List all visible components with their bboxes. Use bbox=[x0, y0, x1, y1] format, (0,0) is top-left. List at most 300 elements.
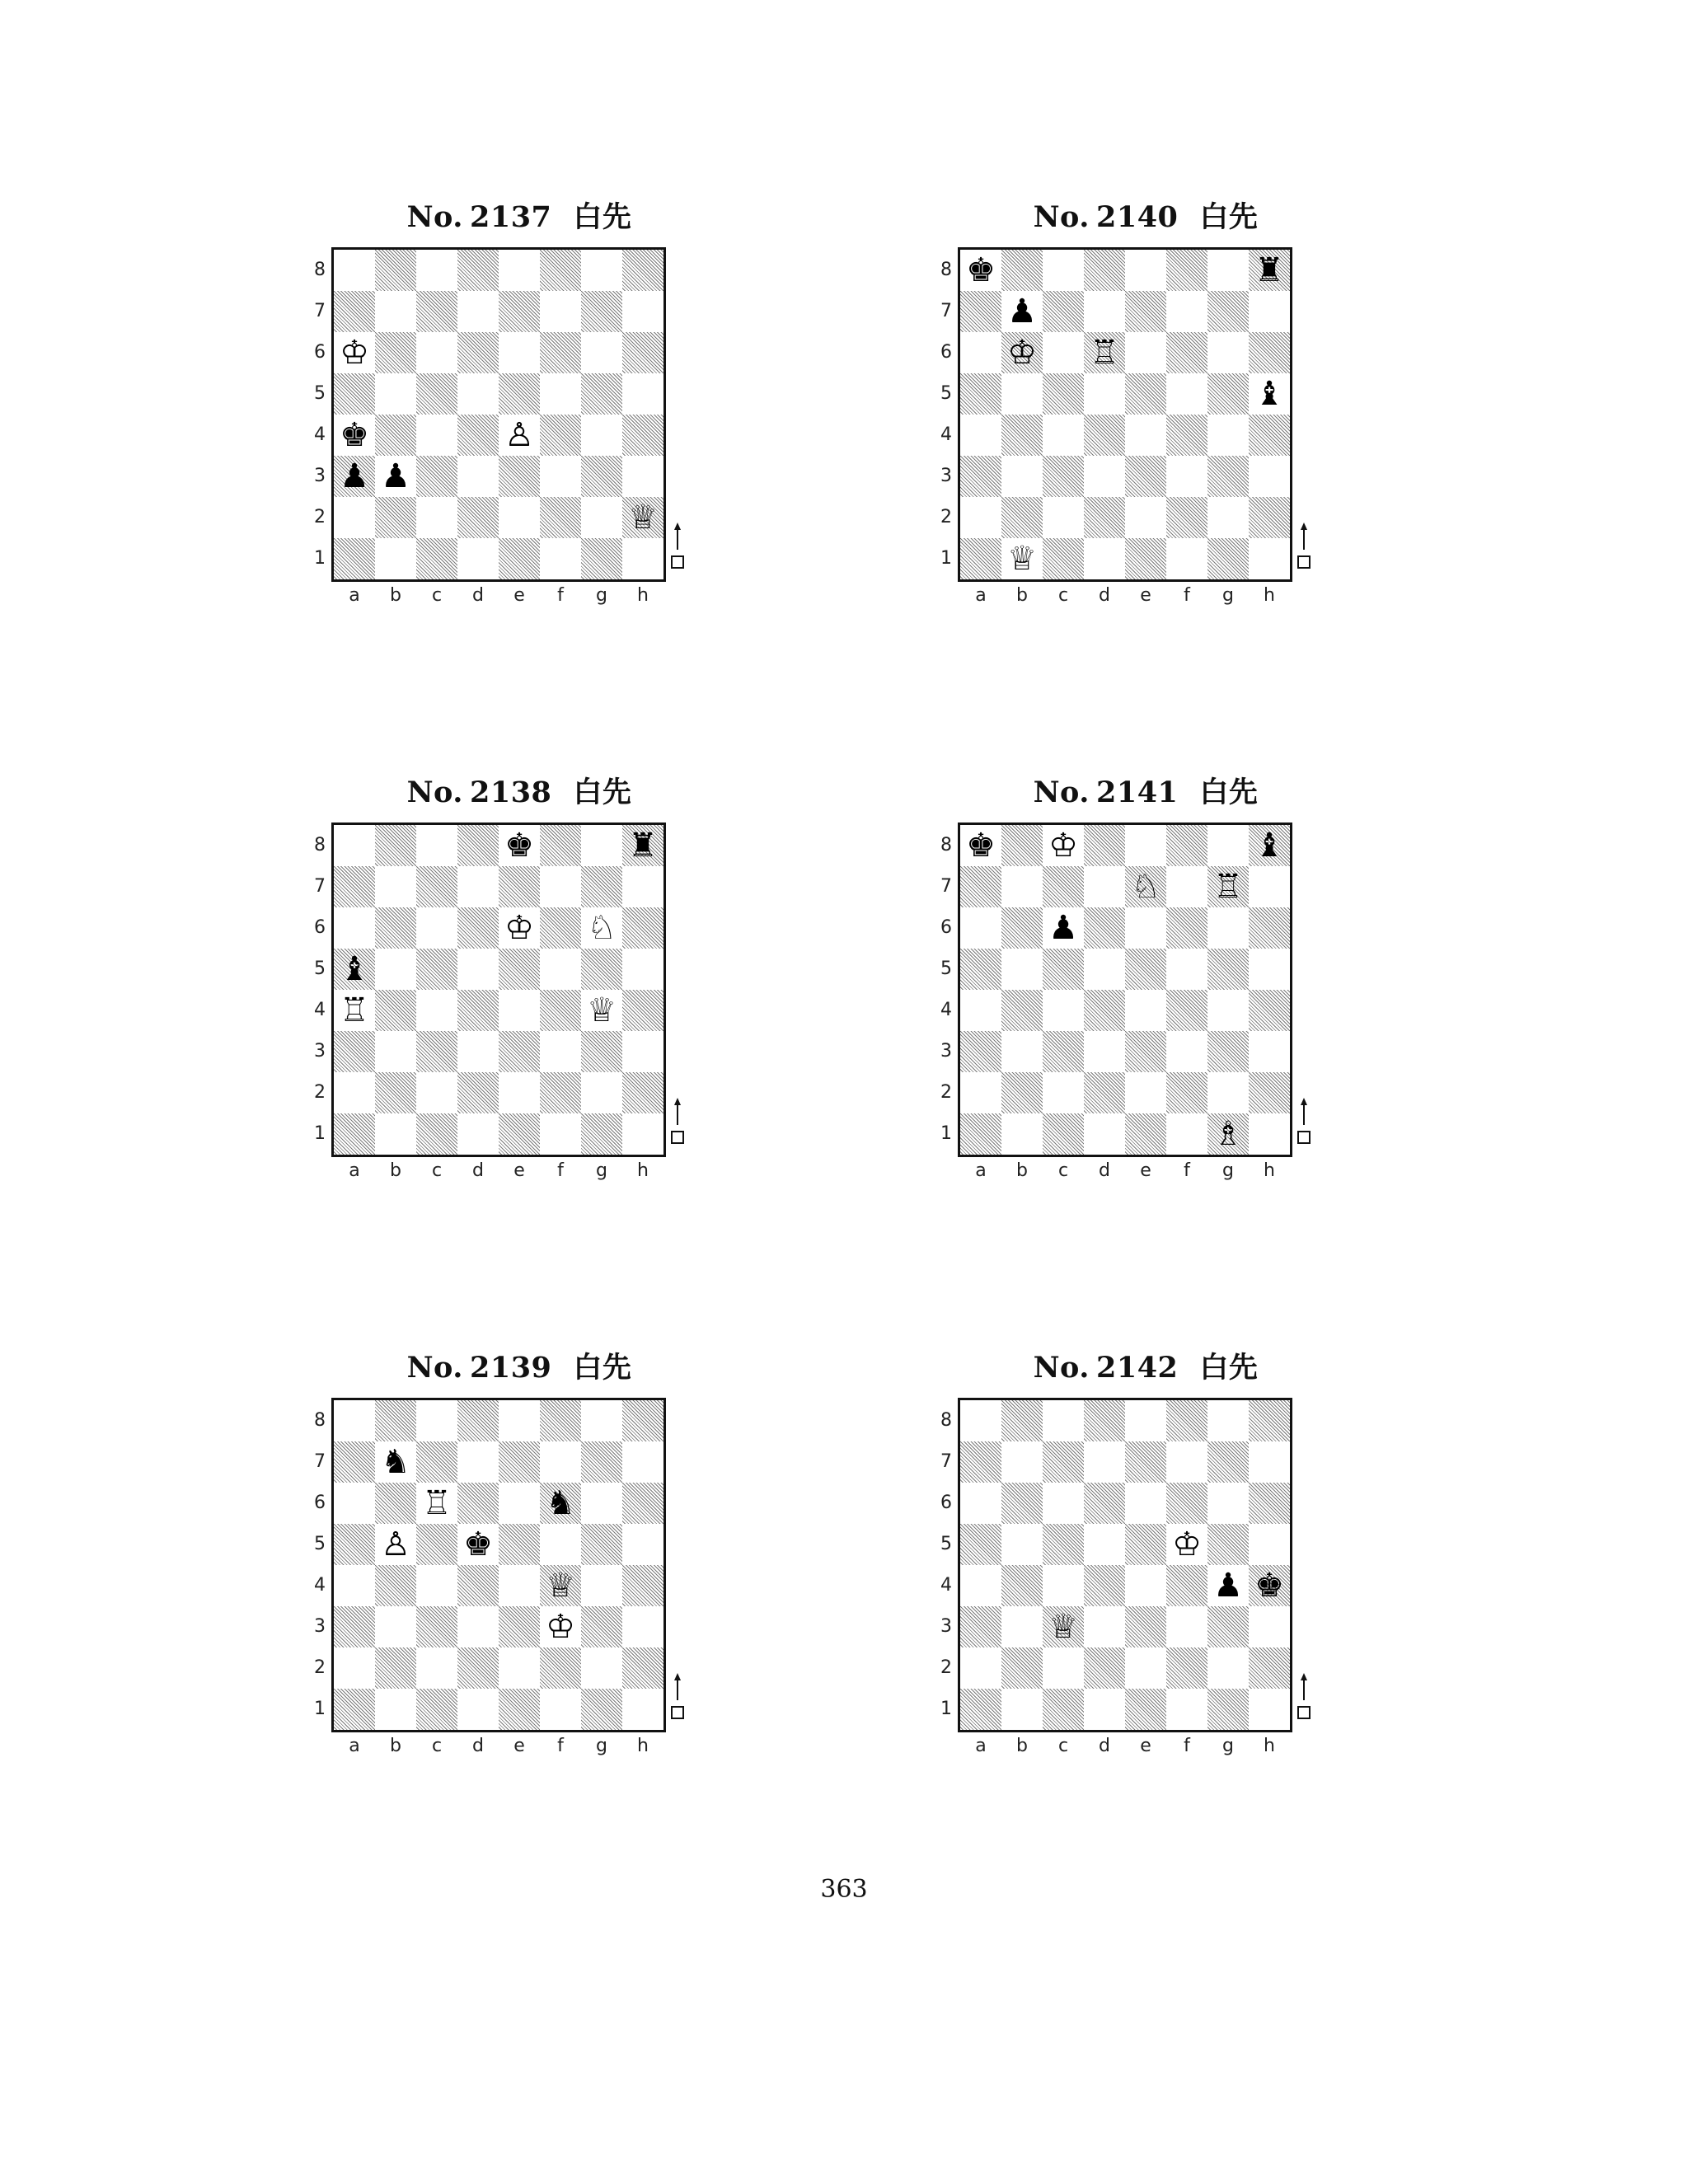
square-f7 bbox=[540, 291, 581, 332]
square-e6 bbox=[499, 907, 540, 949]
square-f3 bbox=[1166, 456, 1207, 497]
piece-glyph: ♙ bbox=[381, 1526, 410, 1563]
square-c6 bbox=[1043, 1483, 1084, 1524]
square-e6 bbox=[1125, 1483, 1166, 1524]
square-h7 bbox=[1249, 291, 1290, 332]
piece-glyph: ♚ bbox=[340, 416, 369, 454]
square-g2 bbox=[1207, 1647, 1249, 1689]
square-d6 bbox=[1084, 1483, 1125, 1524]
square-e5 bbox=[1125, 373, 1166, 415]
square-e6 bbox=[499, 332, 540, 373]
square-c6 bbox=[1043, 907, 1084, 949]
square-c4 bbox=[416, 1565, 457, 1606]
puzzle-label: No. bbox=[1033, 200, 1090, 234]
square-b4 bbox=[375, 990, 416, 1031]
square-g3 bbox=[1207, 1031, 1249, 1072]
square-f6 bbox=[540, 1483, 581, 1524]
square-c8 bbox=[1043, 825, 1084, 866]
square-h7 bbox=[1249, 866, 1290, 907]
square-f8 bbox=[1166, 1400, 1207, 1441]
square-c4 bbox=[416, 415, 457, 456]
square-b2 bbox=[1001, 497, 1043, 538]
square-e3 bbox=[499, 1606, 540, 1647]
piece-glyph: ♘ bbox=[587, 909, 617, 947]
square-a6 bbox=[334, 907, 375, 949]
square-h2 bbox=[622, 497, 663, 538]
square-h7 bbox=[622, 1441, 663, 1483]
file-label: a bbox=[975, 585, 987, 606]
square-g3 bbox=[581, 1031, 622, 1072]
file-label: c bbox=[1057, 1736, 1069, 1756]
square-b7 bbox=[1001, 866, 1043, 907]
square-f4 bbox=[540, 415, 581, 456]
white-queen-icon bbox=[622, 497, 663, 538]
square-a3 bbox=[960, 456, 1001, 497]
square-g3 bbox=[581, 1606, 622, 1647]
square-a1 bbox=[334, 1689, 375, 1730]
file-label: a bbox=[975, 1160, 987, 1181]
square-a5 bbox=[960, 1524, 1001, 1565]
square-f4 bbox=[1166, 415, 1207, 456]
square-c2 bbox=[1043, 1647, 1084, 1689]
square-a8 bbox=[334, 250, 375, 291]
rank-label: 7 bbox=[940, 876, 952, 897]
square-g7 bbox=[1207, 291, 1249, 332]
rank-label: 5 bbox=[940, 1534, 952, 1554]
square-h6 bbox=[622, 332, 663, 373]
square-g4 bbox=[1207, 1565, 1249, 1606]
square-e3 bbox=[499, 456, 540, 497]
square-h1 bbox=[1249, 1689, 1290, 1730]
rank-label: 5 bbox=[940, 383, 952, 404]
rank-label: 1 bbox=[940, 548, 952, 569]
square-d7 bbox=[1084, 866, 1125, 907]
square-b4 bbox=[1001, 990, 1043, 1031]
piece-glyph: ♔ bbox=[1007, 334, 1037, 372]
square-e1 bbox=[1125, 1113, 1166, 1155]
square-b5 bbox=[375, 373, 416, 415]
board-area bbox=[923, 823, 1352, 1202]
square-h8 bbox=[622, 250, 663, 291]
square-b8 bbox=[375, 250, 416, 291]
square-b5 bbox=[1001, 1524, 1043, 1565]
square-a1 bbox=[334, 1113, 375, 1155]
square-b4 bbox=[1001, 1565, 1043, 1606]
square-h3 bbox=[1249, 1031, 1290, 1072]
rank-label: 7 bbox=[314, 1451, 326, 1472]
puzzle-title bbox=[973, 770, 1319, 811]
square-b8 bbox=[1001, 250, 1043, 291]
rank-label: 1 bbox=[314, 1699, 326, 1719]
rank-label: 4 bbox=[314, 1000, 326, 1020]
square-c4 bbox=[1043, 1565, 1084, 1606]
square-c2 bbox=[416, 497, 457, 538]
square-b2 bbox=[375, 497, 416, 538]
black-knight-icon bbox=[540, 1483, 581, 1524]
square-e1 bbox=[499, 1689, 540, 1730]
square-c2 bbox=[416, 1647, 457, 1689]
square-e2 bbox=[499, 1647, 540, 1689]
square-f6 bbox=[540, 332, 581, 373]
square-e1 bbox=[1125, 538, 1166, 579]
square-e8 bbox=[1125, 1400, 1166, 1441]
rank-label: 1 bbox=[314, 548, 326, 569]
square-a3 bbox=[334, 456, 375, 497]
square-b6 bbox=[375, 907, 416, 949]
puzzle-label: No. bbox=[1033, 776, 1090, 809]
square-e3 bbox=[1125, 456, 1166, 497]
square-d1 bbox=[1084, 1689, 1125, 1730]
rank-label: 7 bbox=[940, 301, 952, 321]
black-king-icon bbox=[457, 1524, 499, 1565]
rank-label: 6 bbox=[314, 342, 326, 363]
puzzle-number: 2139 bbox=[469, 1351, 552, 1385]
piece-glyph: ♔ bbox=[546, 1608, 575, 1646]
square-a6 bbox=[960, 907, 1001, 949]
file-label: f bbox=[557, 1736, 564, 1756]
piece-glyph: ♔ bbox=[340, 334, 369, 372]
square-a6 bbox=[960, 1483, 1001, 1524]
square-g7 bbox=[1207, 866, 1249, 907]
rank-label: 2 bbox=[940, 1657, 952, 1678]
square-e5 bbox=[499, 1524, 540, 1565]
square-a8 bbox=[960, 825, 1001, 866]
square-b3 bbox=[375, 1606, 416, 1647]
square-a4 bbox=[334, 415, 375, 456]
piece-glyph: ♖ bbox=[422, 1484, 452, 1522]
square-h1 bbox=[622, 538, 663, 579]
file-label: f bbox=[1184, 1160, 1190, 1181]
square-g7 bbox=[581, 866, 622, 907]
square-d2 bbox=[457, 497, 499, 538]
white-king-icon bbox=[1043, 825, 1084, 866]
square-a1 bbox=[960, 1113, 1001, 1155]
square-f1 bbox=[1166, 1689, 1207, 1730]
white-rook-icon bbox=[1084, 332, 1125, 373]
square-d5 bbox=[457, 949, 499, 990]
rank-label: 1 bbox=[314, 1123, 326, 1144]
white-knight-icon bbox=[1125, 866, 1166, 907]
piece-glyph: ♚ bbox=[1254, 1567, 1284, 1605]
rank-label: 6 bbox=[940, 917, 952, 938]
white-bishop-icon bbox=[1207, 1113, 1249, 1155]
square-a3 bbox=[960, 1031, 1001, 1072]
black-bishop-icon bbox=[1249, 825, 1290, 866]
file-label: g bbox=[1222, 1736, 1234, 1756]
square-g6 bbox=[1207, 332, 1249, 373]
rank-label: 3 bbox=[314, 1616, 326, 1637]
square-e2 bbox=[499, 497, 540, 538]
piece-glyph: ♜ bbox=[1254, 251, 1284, 289]
square-b6 bbox=[1001, 332, 1043, 373]
square-e8 bbox=[1125, 825, 1166, 866]
square-c7 bbox=[416, 1441, 457, 1483]
square-a4 bbox=[334, 1565, 375, 1606]
square-g4 bbox=[581, 1565, 622, 1606]
square-d3 bbox=[457, 1606, 499, 1647]
page-number: 363 bbox=[820, 1875, 868, 1904]
square-g2 bbox=[581, 1072, 622, 1113]
file-label: h bbox=[1264, 1736, 1275, 1756]
square-h4 bbox=[622, 415, 663, 456]
black-pawn-icon bbox=[334, 456, 375, 497]
square-c5 bbox=[416, 373, 457, 415]
square-g1 bbox=[581, 538, 622, 579]
rank-label: 5 bbox=[314, 1534, 326, 1554]
square-f1 bbox=[540, 1689, 581, 1730]
file-label: b bbox=[1016, 585, 1028, 606]
square-g4 bbox=[1207, 415, 1249, 456]
file-label: a bbox=[349, 585, 360, 606]
white-pawn-icon bbox=[375, 1524, 416, 1565]
square-h5 bbox=[1249, 1524, 1290, 1565]
puzzle-number: 2138 bbox=[469, 776, 552, 809]
puzzle-title bbox=[973, 1345, 1319, 1386]
file-label: h bbox=[1264, 1160, 1275, 1181]
square-d8 bbox=[457, 250, 499, 291]
square-a7 bbox=[960, 866, 1001, 907]
square-c5 bbox=[416, 1524, 457, 1565]
square-d6 bbox=[457, 1483, 499, 1524]
black-pawn-icon bbox=[1001, 291, 1043, 332]
square-c8 bbox=[1043, 250, 1084, 291]
square-e7 bbox=[499, 291, 540, 332]
square-a8 bbox=[334, 825, 375, 866]
white-king-icon bbox=[540, 1606, 581, 1647]
square-d2 bbox=[1084, 497, 1125, 538]
piece-glyph: ♝ bbox=[1254, 827, 1284, 865]
square-b7 bbox=[1001, 1441, 1043, 1483]
file-label: g bbox=[1222, 585, 1234, 606]
square-b5 bbox=[375, 949, 416, 990]
square-b4 bbox=[375, 415, 416, 456]
square-d6 bbox=[1084, 907, 1125, 949]
white-rook-icon bbox=[1207, 866, 1249, 907]
square-f1 bbox=[540, 1113, 581, 1155]
file-label: h bbox=[1264, 585, 1275, 606]
square-a7 bbox=[960, 291, 1001, 332]
square-g2 bbox=[581, 497, 622, 538]
square-b3 bbox=[1001, 1031, 1043, 1072]
square-e7 bbox=[499, 866, 540, 907]
square-c4 bbox=[1043, 990, 1084, 1031]
square-a1 bbox=[960, 1689, 1001, 1730]
square-a5 bbox=[334, 949, 375, 990]
square-d4 bbox=[1084, 990, 1125, 1031]
side-to-move-label: 白先 bbox=[1199, 201, 1259, 234]
square-d8 bbox=[457, 825, 499, 866]
rank-label: 8 bbox=[314, 1410, 326, 1431]
puzzle-number: 2142 bbox=[1095, 1351, 1179, 1385]
rank-label: 7 bbox=[314, 301, 326, 321]
square-c7 bbox=[416, 866, 457, 907]
square-f2 bbox=[1166, 1647, 1207, 1689]
puzzle-label: No. bbox=[406, 200, 463, 234]
piece-glyph: ♞ bbox=[546, 1484, 575, 1522]
side-to-move-label: 白先 bbox=[1199, 1352, 1259, 1385]
square-e6 bbox=[499, 1483, 540, 1524]
file-label: b bbox=[390, 585, 401, 606]
white-to-move-icon bbox=[1296, 522, 1312, 571]
square-h8 bbox=[1249, 1400, 1290, 1441]
piece-glyph: ♟ bbox=[1007, 293, 1037, 330]
square-d1 bbox=[457, 1113, 499, 1155]
rank-label: 8 bbox=[314, 835, 326, 855]
square-c7 bbox=[1043, 1441, 1084, 1483]
chess-board bbox=[958, 247, 1292, 582]
rank-label: 1 bbox=[940, 1123, 952, 1144]
square-f8 bbox=[540, 250, 581, 291]
square-b1 bbox=[1001, 1113, 1043, 1155]
puzzle-title bbox=[973, 194, 1319, 236]
puzzle-label: No. bbox=[406, 1351, 463, 1385]
square-e3 bbox=[1125, 1031, 1166, 1072]
square-h4 bbox=[1249, 990, 1290, 1031]
square-g4 bbox=[581, 415, 622, 456]
white-king-icon bbox=[1001, 332, 1043, 373]
puzzle-title bbox=[346, 1345, 692, 1386]
square-e2 bbox=[499, 1072, 540, 1113]
rank-label: 6 bbox=[314, 917, 326, 938]
square-e4 bbox=[499, 990, 540, 1031]
square-g7 bbox=[1207, 1441, 1249, 1483]
square-b7 bbox=[1001, 291, 1043, 332]
black-king-icon bbox=[1249, 1565, 1290, 1606]
square-c4 bbox=[1043, 415, 1084, 456]
rank-label: 4 bbox=[940, 1000, 952, 1020]
square-h1 bbox=[1249, 538, 1290, 579]
square-a6 bbox=[334, 332, 375, 373]
piece-glyph: ♔ bbox=[1172, 1526, 1202, 1563]
square-h3 bbox=[1249, 456, 1290, 497]
piece-glyph: ♕ bbox=[1007, 540, 1037, 578]
square-f5 bbox=[1166, 373, 1207, 415]
puzzle-title bbox=[346, 194, 692, 236]
square-h2 bbox=[1249, 1647, 1290, 1689]
square-e4 bbox=[499, 415, 540, 456]
square-c6 bbox=[416, 1483, 457, 1524]
chess-board bbox=[331, 823, 666, 1157]
piece-glyph: ♟ bbox=[381, 457, 410, 495]
square-e1 bbox=[499, 1113, 540, 1155]
file-label: f bbox=[1184, 585, 1190, 606]
square-d8 bbox=[1084, 1400, 1125, 1441]
square-e3 bbox=[499, 1031, 540, 1072]
square-c3 bbox=[1043, 1031, 1084, 1072]
square-c1 bbox=[1043, 1113, 1084, 1155]
square-c5 bbox=[1043, 373, 1084, 415]
square-f8 bbox=[540, 1400, 581, 1441]
rank-label: 7 bbox=[940, 1451, 952, 1472]
square-d6 bbox=[1084, 332, 1125, 373]
piece-glyph: ♟ bbox=[1213, 1567, 1243, 1605]
square-f8 bbox=[1166, 250, 1207, 291]
square-g4 bbox=[581, 990, 622, 1031]
square-c2 bbox=[1043, 497, 1084, 538]
square-b5 bbox=[1001, 373, 1043, 415]
piece-glyph: ♝ bbox=[340, 950, 369, 988]
square-b5 bbox=[1001, 949, 1043, 990]
square-a7 bbox=[960, 1441, 1001, 1483]
square-b1 bbox=[375, 1113, 416, 1155]
square-e1 bbox=[499, 538, 540, 579]
square-d2 bbox=[457, 1647, 499, 1689]
square-h2 bbox=[622, 1072, 663, 1113]
square-h2 bbox=[1249, 497, 1290, 538]
square-a5 bbox=[960, 373, 1001, 415]
rank-label: 7 bbox=[314, 876, 326, 897]
square-a4 bbox=[334, 990, 375, 1031]
square-b6 bbox=[1001, 907, 1043, 949]
white-to-move-icon bbox=[1296, 1097, 1312, 1146]
file-label: g bbox=[596, 1160, 607, 1181]
square-e4 bbox=[499, 1565, 540, 1606]
square-c8 bbox=[416, 825, 457, 866]
square-b6 bbox=[375, 1483, 416, 1524]
square-f5 bbox=[1166, 949, 1207, 990]
square-g7 bbox=[581, 291, 622, 332]
square-f3 bbox=[540, 456, 581, 497]
square-f2 bbox=[1166, 1072, 1207, 1113]
square-a8 bbox=[334, 1400, 375, 1441]
file-label: d bbox=[1099, 585, 1110, 606]
square-c1 bbox=[416, 1113, 457, 1155]
square-e7 bbox=[1125, 1441, 1166, 1483]
square-e4 bbox=[1125, 415, 1166, 456]
square-a2 bbox=[960, 1072, 1001, 1113]
square-d4 bbox=[1084, 1565, 1125, 1606]
black-pawn-icon bbox=[1043, 907, 1084, 949]
square-c3 bbox=[416, 1031, 457, 1072]
black-pawn-icon bbox=[1207, 1565, 1249, 1606]
square-a5 bbox=[334, 1524, 375, 1565]
square-g8 bbox=[1207, 825, 1249, 866]
rank-label: 2 bbox=[314, 507, 326, 527]
rank-label: 8 bbox=[940, 835, 952, 855]
square-b1 bbox=[1001, 538, 1043, 579]
rank-label: 3 bbox=[940, 1041, 952, 1062]
white-queen-icon bbox=[1043, 1606, 1084, 1647]
square-a1 bbox=[334, 538, 375, 579]
square-c3 bbox=[416, 456, 457, 497]
square-a5 bbox=[960, 949, 1001, 990]
file-label: c bbox=[431, 1736, 443, 1756]
rank-label: 6 bbox=[940, 1493, 952, 1513]
square-g6 bbox=[1207, 1483, 1249, 1524]
rank-label: 4 bbox=[940, 424, 952, 445]
square-a2 bbox=[334, 1072, 375, 1113]
side-to-move-label: 白先 bbox=[573, 1352, 632, 1385]
square-d8 bbox=[457, 1400, 499, 1441]
square-d6 bbox=[457, 332, 499, 373]
square-d4 bbox=[457, 415, 499, 456]
piece-glyph: ♚ bbox=[504, 827, 534, 865]
square-b3 bbox=[375, 1031, 416, 1072]
square-f3 bbox=[1166, 1031, 1207, 1072]
piece-glyph: ♜ bbox=[628, 827, 658, 865]
file-label: f bbox=[557, 585, 564, 606]
square-g1 bbox=[1207, 1689, 1249, 1730]
square-e2 bbox=[1125, 1647, 1166, 1689]
square-e6 bbox=[1125, 332, 1166, 373]
square-f8 bbox=[540, 825, 581, 866]
square-g4 bbox=[1207, 990, 1249, 1031]
white-to-move-icon bbox=[1296, 1672, 1312, 1722]
square-c8 bbox=[416, 250, 457, 291]
square-g1 bbox=[581, 1113, 622, 1155]
square-d5 bbox=[1084, 1524, 1125, 1565]
square-e4 bbox=[1125, 1565, 1166, 1606]
